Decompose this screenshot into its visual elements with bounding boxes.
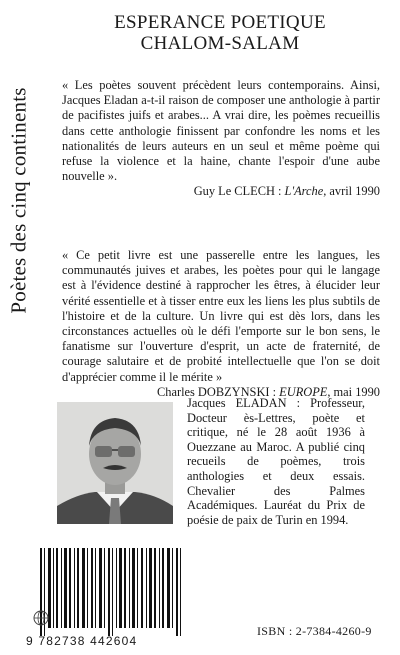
spine-series-title bbox=[6, 30, 32, 370]
quote-1-attribution bbox=[62, 184, 380, 199]
quote-1-text: « Les poètes souvent précèdent leurs contemporains. Ainsi, Jacques Eladan a-t-il raison de composer une anthologie à partir de pacifistes juifs et arabes... A vrai dire, les poèmes recueillis dans cette anthologie finissent par confondre les noms et les nationalités de leurs auteurs en un seul et même poème qui refuse la violence et la haine, chante l'espoir d'une aube nouvelle ». bbox=[62, 78, 380, 184]
title-line-2: CHALOM-SALAM bbox=[140, 33, 300, 54]
isbn-number: ISBN : 2-7384-4260-9 bbox=[257, 624, 372, 638]
author-photo bbox=[57, 402, 173, 524]
barcode-number: 9 782738 442604 bbox=[26, 634, 138, 648]
quote-2-date: , mai 1990 bbox=[327, 384, 380, 399]
review-quote-2 bbox=[62, 248, 380, 400]
quote-1-source: L'Arche bbox=[284, 184, 324, 199]
quote-2-source: EUROPE bbox=[279, 384, 328, 399]
quote-1-author: Guy Le CLECH : bbox=[193, 184, 285, 199]
series-title-text: Poètes des cinq continents bbox=[6, 86, 31, 314]
barcode-area bbox=[26, 548, 196, 648]
globe-logo-icon bbox=[33, 610, 49, 626]
review-quote-1 bbox=[62, 78, 380, 200]
barcode-icon bbox=[34, 548, 194, 636]
book-title bbox=[60, 12, 380, 54]
quote-2-text: « Ce petit livre est une passerelle entre les langues, les communautés juives et arabes, les poètes pour qui le langage est à l'évidence destiné à rapprocher les êtres, à élucider leur vérité essentielle et à tisser entre eux les liens les plus subtils de l'histoire et de la culture. Un livre qui est dès lors, dans les circonstances actuelles où le défi l'emporte sur le bon sens, le fanatisme sur l'ouverture d'esprit, un acte de fraternité, de courage salutaire et de probité intellectuelle que l'on se doit d'apprécier comme il le mérite » bbox=[62, 248, 380, 384]
quote-2-author: Charles DOBZYNSKI : bbox=[156, 384, 280, 399]
author-biography: Jacques ELADAN : Professeur, Docteur ès-Lettres, poète et critique, né le 28 août 1936 à Ouezzane au Maroc. A publié cinq recueils de poèmes, trois anthologies et deux essais. Chevalier des Palmes Académiques. Lauréat du Prix de poésie de paix de Turin en 1994. bbox=[187, 396, 365, 527]
quote-1-date: , avril 1990 bbox=[323, 184, 380, 199]
title-line-1: ESPERANCE POETIQUE bbox=[114, 12, 326, 33]
